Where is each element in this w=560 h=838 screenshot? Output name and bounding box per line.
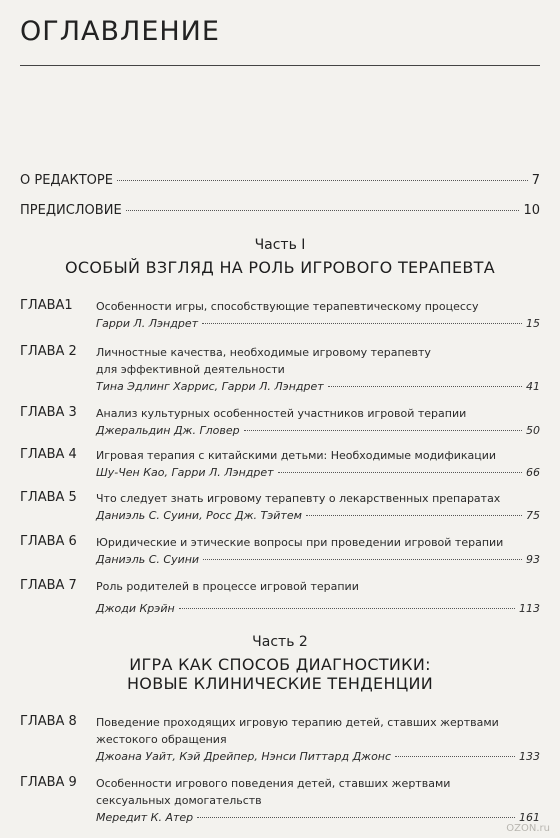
chapter-author-row — [96, 317, 540, 330]
chapter-author-row — [96, 509, 540, 522]
toc-entry-label: О РЕДАКТОРЕ — [20, 173, 113, 188]
part-1-title: ОСОБЫЙ ВЗГЛЯД НА РОЛЬ ИГРОВОГО ТЕРАПЕВТА — [65, 258, 495, 277]
chapter-number: ГЛАВА1 — [20, 298, 73, 313]
part-2-title-line-1: ИГРА КАК СПОСОБ ДИАГНОСТИКИ: — [129, 655, 431, 674]
leader-dots — [278, 472, 522, 473]
chapter-author-row — [96, 424, 540, 437]
chapter-title-line-2: для эффективной деятельности — [96, 363, 285, 376]
chapter-title: Особенности игры, способствующие терапевтическому процессу — [96, 300, 479, 313]
chapter-title: Анализ культурных особенностей участников игровой терапии — [96, 407, 467, 420]
leader-dots — [306, 515, 522, 516]
page-title: ОГЛАВЛЕНИЕ — [20, 16, 220, 47]
chapter-page: 113 — [519, 602, 540, 615]
leader-dots — [126, 210, 520, 211]
part-1-label: Часть I — [254, 237, 306, 253]
chapter-authors: Гарри Л. Лэндрет — [96, 317, 199, 330]
chapter-page: 161 — [519, 811, 540, 824]
chapter-number: ГЛАВА 3 — [20, 405, 77, 420]
chapter-authors: Джоана Уайт, Кэй Дрейпер, Нэнси Питтард Джонс — [96, 750, 392, 763]
chapter-number: ГЛАВА 9 — [20, 775, 77, 790]
chapter-author-row — [96, 380, 540, 393]
chapter-number: ГЛАВА 6 — [20, 534, 77, 549]
leader-dots — [179, 608, 515, 609]
chapter-page: 15 — [526, 317, 540, 330]
chapter-author-row — [96, 553, 540, 566]
leader-dots — [202, 323, 522, 324]
toc-entry-label: ПРЕДИСЛОВИЕ — [20, 203, 122, 218]
chapter-page: 133 — [519, 750, 540, 763]
chapter-title: Роль родителей в процессе игровой терапии — [96, 580, 359, 593]
title-divider — [20, 65, 540, 66]
toc-entry-about-editor[interactable] — [20, 173, 540, 188]
chapter-number: ГЛАВА 2 — [20, 344, 77, 359]
chapter-authors: Шу-Чен Као, Гарри Л. Лэндрет — [96, 466, 274, 479]
chapter-page: 41 — [526, 380, 540, 393]
chapter-authors: Даниэль С. Суини — [96, 553, 200, 566]
toc-entry-page: 7 — [531, 173, 540, 188]
chapter-author-row — [96, 750, 540, 763]
toc-entry-preface[interactable] — [20, 203, 540, 218]
chapter-authors: Тина Эдлинг Харрис, Гарри Л. Лэндрет — [96, 380, 324, 393]
part-2-title-line-2: НОВЫЕ КЛИНИЧЕСКИЕ ТЕНДЕНЦИИ — [126, 674, 434, 693]
chapter-authors: Джеральдин Дж. Гловер — [96, 424, 240, 437]
chapter-title: Игровая терапия с китайскими детьми: Необходимые модификации — [96, 449, 497, 462]
chapter-page: 66 — [526, 466, 540, 479]
chapter-author-row — [96, 602, 540, 615]
chapter-author-row — [96, 466, 540, 479]
chapter-page: 75 — [526, 509, 540, 522]
leader-dots — [244, 430, 522, 431]
leader-dots — [203, 559, 522, 560]
chapter-authors: Даниэль С. Суини, Росс Дж. Тэйтем — [96, 509, 302, 522]
leader-dots — [197, 817, 515, 818]
leader-dots — [395, 756, 515, 757]
chapter-authors: Джоди Крэйн — [96, 602, 175, 615]
chapter-page: 93 — [526, 553, 540, 566]
chapter-title-line-1: Особенности игрового поведения детей, ставших жертвами — [96, 777, 451, 790]
chapter-title-line-2: сексуальных домогательств — [96, 794, 262, 807]
part-2-label: Часть 2 — [252, 634, 308, 650]
leader-dots — [328, 386, 522, 387]
watermark: OZON.ru — [506, 823, 550, 834]
chapter-title-line-2: жестокого обращения — [96, 733, 227, 746]
toc-entry-page: 10 — [523, 203, 540, 218]
chapter-page: 50 — [526, 424, 540, 437]
chapter-number: ГЛАВА 4 — [20, 447, 77, 462]
chapter-title-line-1: Личностные качества, необходимые игровому терапевту — [96, 346, 431, 359]
chapter-title-line-1: Поведение проходящих игровую терапию детей, ставших жертвами — [96, 716, 499, 729]
chapter-number: ГЛАВА 5 — [20, 490, 77, 505]
chapter-title: Юридические и этические вопросы при проведении игровой терапии — [96, 536, 504, 549]
chapter-title: Что следует знать игровому терапевту о лекарственных препаратах — [96, 492, 501, 505]
chapter-author-row — [96, 811, 540, 824]
chapter-authors: Мередит К. Атер — [96, 811, 194, 824]
chapter-number: ГЛАВА 8 — [20, 714, 77, 729]
chapter-number: ГЛАВА 7 — [20, 578, 77, 593]
leader-dots — [117, 180, 528, 181]
